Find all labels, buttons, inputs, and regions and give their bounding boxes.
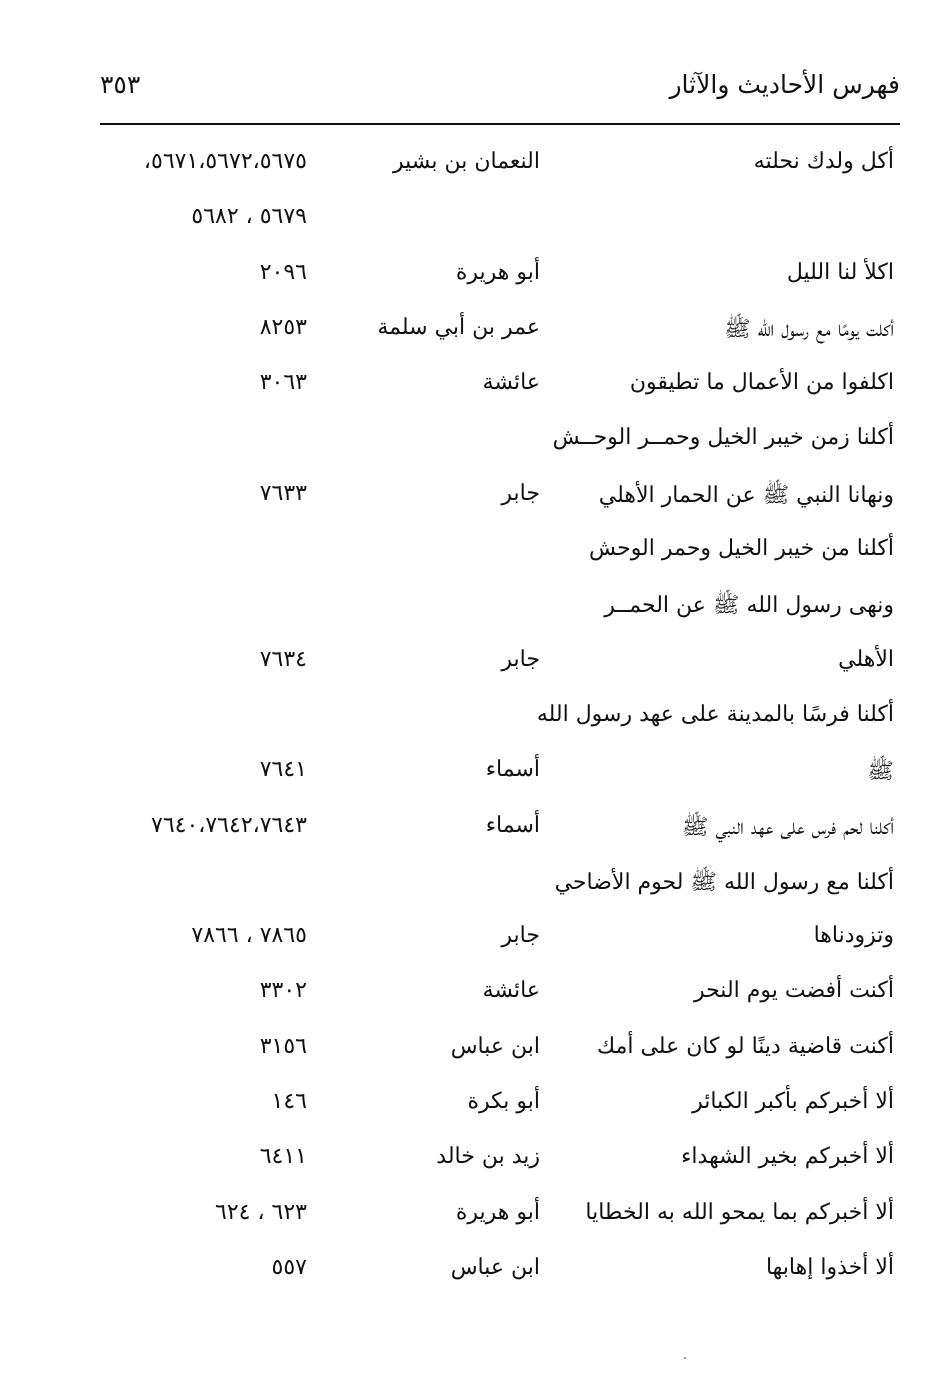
index-row: [0, 688, 927, 743]
hadith-text: أكلنا مع رسول الله ﷺ لحوم الأضاحي: [554, 869, 894, 895]
index-row: [0, 1075, 927, 1130]
header-rule: [100, 123, 900, 125]
hadith-numbers: ٣١٥٦: [259, 1033, 307, 1059]
narrator-name: ابن عباس: [450, 1254, 540, 1280]
scan-speck: [684, 1357, 686, 1359]
index-row: [0, 467, 927, 522]
page-number: ٣٥٣: [100, 70, 141, 99]
index-row: [0, 854, 927, 909]
hadith-text: أكلنا لحم فرس على عهد النبي ﷺ: [681, 814, 894, 840]
hadith-numbers: ٧٨٦٥ ، ٧٨٦٦: [191, 923, 307, 949]
index-row: [0, 799, 927, 854]
hadith-numbers: ٦٢٣ ، ٦٢٤: [215, 1199, 307, 1225]
narrator-name: أبو هريرة: [455, 1199, 540, 1225]
hadith-numbers: ٧٦٤١: [259, 757, 307, 783]
narrator-name: عائشة: [482, 978, 540, 1004]
index-row: [0, 964, 927, 1019]
hadith-text: ونهى رسول الله ﷺ عن الحمــر: [604, 593, 894, 619]
narrator-name: ابن عباس: [450, 1033, 540, 1059]
index-row: [0, 633, 927, 688]
index-row: [0, 1186, 927, 1241]
narrator-name: النعمان بن بشير: [392, 149, 540, 174]
hadith-numbers: ٨٢٥٣: [259, 314, 307, 340]
hadith-numbers: ٣٣٠٢: [259, 978, 307, 1004]
page-header: [100, 60, 900, 120]
hadith-numbers: ٦٤١١: [259, 1144, 307, 1170]
hadith-text: ألا أخبركم بما يمحو الله به الخطايا: [585, 1199, 894, 1225]
hadith-text: ألا أخبركم بأكبر الكبائر: [692, 1089, 894, 1115]
narrator-name: أبو هريرة: [455, 259, 540, 285]
hadith-text: ألا أخذوا إهابها: [765, 1254, 894, 1280]
index-row: [0, 577, 927, 632]
hadith-text: اكلأ لنا الليل: [786, 259, 894, 285]
index-row: [0, 522, 927, 577]
narrator-name: جابر: [501, 646, 540, 672]
hadith-text: ﷺ: [867, 759, 894, 785]
hadith-text: ألا أخبركم بخير الشهداء: [681, 1144, 894, 1170]
index-row: [0, 301, 927, 356]
hadith-text: أكلنا من خيبر الخيل وحمر الوحش: [589, 536, 894, 562]
hadith-numbers: ١٤٦: [271, 1089, 307, 1115]
hadith-text: وتزودناها: [813, 923, 894, 949]
narrator-name: عمر بن أبي سلمة: [377, 314, 540, 340]
hadith-numbers: ٥٦٧٩ ، ٥٦٨٢: [191, 204, 307, 230]
hadith-text: أكل ولدك نحلته: [753, 149, 894, 174]
narrator-name: أبو بكرة: [467, 1089, 540, 1115]
hadith-text: أكلت يومًا مع رسول الله ﷺ: [724, 316, 894, 342]
index-row: [0, 135, 927, 190]
index-row: [0, 1241, 927, 1296]
index-row: [0, 411, 927, 466]
hadith-text: ونهانا النبي ﷺ عن الحمار الأهلي: [598, 482, 894, 508]
index-row: [0, 190, 927, 245]
hadith-numbers: ٥٦٧١،٥٦٧٢،٥٦٧٥،: [143, 149, 307, 174]
running-title: فهرس الأحاديث والآثار: [669, 70, 900, 99]
index-row: [0, 246, 927, 301]
hadith-index-list: [0, 135, 927, 1296]
narrator-name: جابر: [501, 923, 540, 949]
narrator-name: أسماء: [485, 812, 540, 838]
hadith-numbers: ٧٦٣٤: [259, 646, 307, 672]
hadith-text: اكلفوا من الأعمال ما تطيقون: [629, 370, 894, 396]
hadith-text: أكلنا فرسًا بالمدينة على عهد رسول الله: [536, 701, 894, 727]
index-row: [0, 743, 927, 798]
hadith-numbers: ٣٠٦٣: [259, 370, 307, 396]
index-row: [0, 1020, 927, 1075]
narrator-name: جابر: [501, 480, 540, 506]
hadith-numbers: ٢٠٩٦: [259, 259, 307, 285]
narrator-name: عائشة: [482, 370, 540, 396]
index-row: [0, 909, 927, 964]
hadith-text: أكنت قاضية دينًا لو كان على أمك: [597, 1033, 894, 1059]
hadith-text: أكلنا زمن خيبر الخيل وحمــر الوحــش: [552, 425, 894, 451]
hadith-numbers: ٧٦٣٣: [259, 480, 307, 506]
narrator-name: أسماء: [485, 757, 540, 783]
hadith-text: الأهلي: [838, 646, 894, 672]
hadith-text: أكنت أفضت يوم النحر: [693, 978, 894, 1004]
hadith-numbers: ٥٥٧: [271, 1254, 307, 1280]
index-row: [0, 356, 927, 411]
narrator-name: زيد بن خالد: [436, 1144, 540, 1170]
index-row: [0, 1130, 927, 1185]
hadith-numbers: ٧٦٤٠،٧٦٤٢،٧٦٤٣: [151, 812, 307, 838]
